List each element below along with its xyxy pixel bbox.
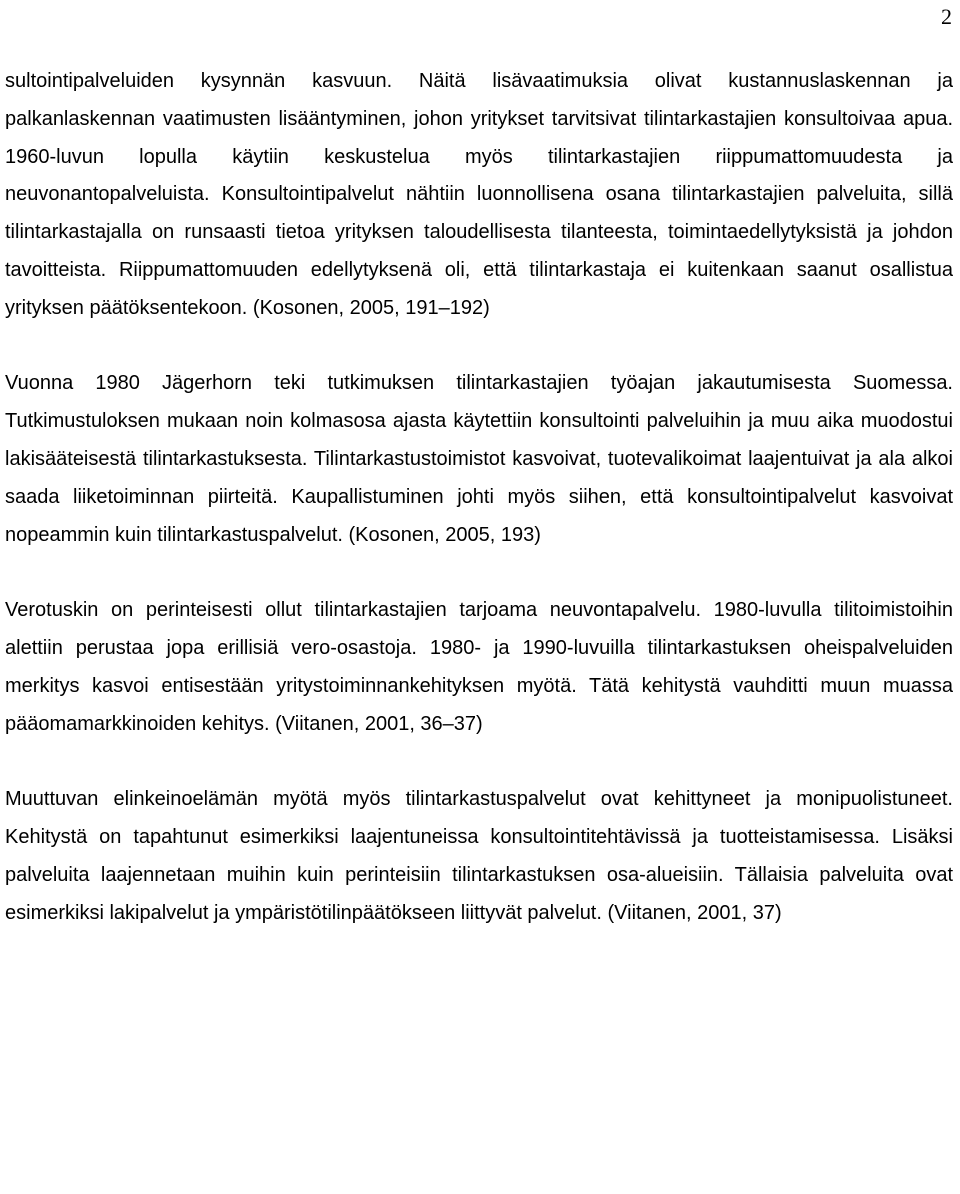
paragraph-3: Verotuskin on perinteisesti ollut tilintarkastajien tarjoama neuvontapalvelu. 1980-luvulla tilitoimistoihin alettiin perustaa jopa erillisiä vero-osastoja. 1980- ja 1990-luvuilla tilintarkastuksen oheispalveluiden merkitys kasvoi entisestään yritystoiminnankehityksen myötä. Tätä kehitystä vauhditti muun muassa pääomamarkkinoiden kehitys. (Viitanen, 2001, 36–37) — [5, 599, 953, 735]
paragraph-2: Vuonna 1980 Jägerhorn teki tutkimuksen tilintarkastajien työajan jakautumisesta Suomessa. Tutkimustuloksen mukaan noin kolmasosa ajasta käytettiin konsultointi palveluihin ja muu aika muodostui lakisääteisestä tilintarkastuksesta. Tilintarkastustoimistot kasvoivat, tuotevalikoimat laajentuivat ja ala alkoi saada liiketoiminnan piirteitä. Kaupallistuminen johti myös siihen, että konsultointipalvelut kasvoivat nopeammin kuin tilintarkastuspalvelut. (Kosonen, 2005, 193) — [5, 372, 953, 546]
paragraph-4: Muuttuvan elinkeinoelämän myötä myös tilintarkastuspalvelut ovat kehittyneet ja monipuolistuneet. Kehitystä on tapahtunut esimerkiksi laajentuneissa konsultointitehtävissä ja tuotteistamisessa. Lisäksi palveluita laajennetaan muihin kuin perinteisiin tilintarkastuksen osa-alueisiin. Tällaisia palveluita ovat esimerkiksi lakipalvelut ja ympäristötilinpäätökseen liittyvät palvelut. (Viitanen, 2001, 37) — [5, 788, 953, 924]
page-number: 2 — [941, 4, 952, 29]
document-body — [5, 63, 953, 932]
paragraph-1: sultointipalveluiden kysynnän kasvuun. Näitä lisävaatimuksia olivat kustannuslaskennan ja palkanlaskennan vaatimusten lisääntyminen, johon yritykset tarvitsivat tilintarkastajien konsultoivaa apua. 1960-luvun lopulla käytiin keskustelua myös tilintarkastajien riippumattomuudesta ja neuvonantopalveluista. Konsultointipalvelut nähtiin luonnollisena osana tilintarkastajien palveluita, sillä tilintarkastajalla on runsaasti tietoa yrityksen taloudellisesta tilanteesta, toimintaedellytyksistä ja johdon tavoitteista. Riippumattomuuden edellytyksenä oli, että tilintarkastaja ei kuitenkaan saanut osallistua yrityksen päätöksentekoon. (Kosonen, 2005, 191–192) — [5, 70, 953, 319]
